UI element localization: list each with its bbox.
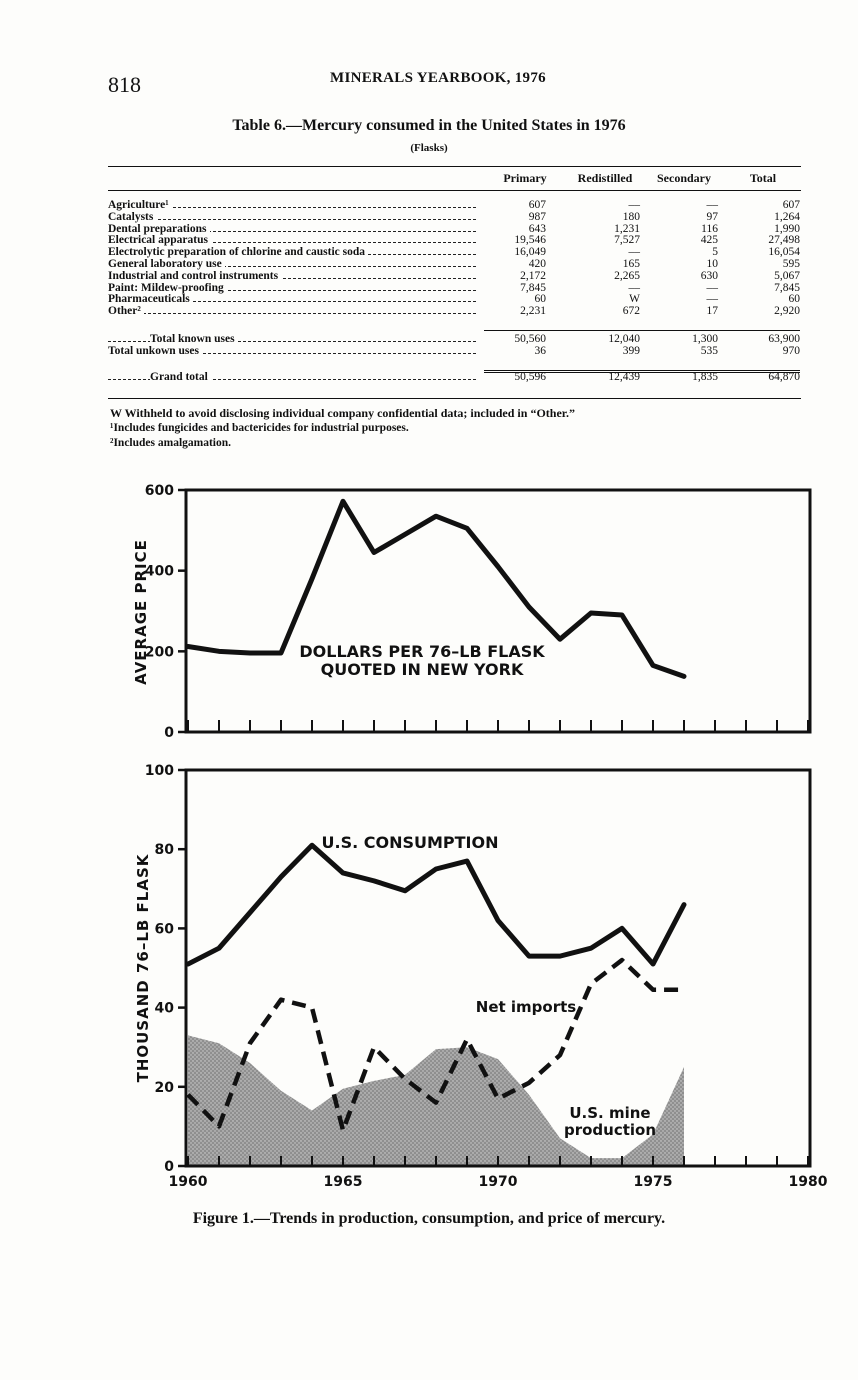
price-y-tick-label: 400 <box>144 563 174 580</box>
leader-dots <box>108 219 476 220</box>
cell-redistilled: 180 <box>622 210 640 223</box>
cell-primary: 643 <box>528 222 546 235</box>
row-label: Total unkown uses <box>108 346 202 357</box>
cell-primary: 19,546 <box>514 234 546 247</box>
price-y-tick-label: 600 <box>144 483 174 499</box>
cell-secondary: 5 <box>712 246 718 259</box>
cell-redistilled: –– <box>628 246 640 259</box>
page-number: 818 <box>108 72 141 97</box>
row-label: Total known uses <box>150 334 238 345</box>
price-y-tick-label: 0 <box>164 725 174 741</box>
cell-redistilled: 7,527 <box>614 234 640 247</box>
cell-primary: 420 <box>528 257 546 270</box>
cell-secondary: 97 <box>706 210 718 223</box>
cell-total: 63,900 <box>768 332 800 345</box>
price-annotation-line-2: QUOTED IN NEW YORK <box>320 660 524 679</box>
x-tick-label: 1980 <box>788 1174 828 1190</box>
footnote-1: ¹Includes fungicides and bactericides for industrial purposes. <box>110 422 409 434</box>
cell-redistilled: –– <box>628 281 640 294</box>
cell-secondary: 630 <box>700 269 718 282</box>
cell-primary: 50,596 <box>514 370 546 383</box>
x-tick-label: 1975 <box>633 1174 673 1190</box>
row-label: Catalysts <box>108 212 156 223</box>
table-unit: (Flasks) <box>410 142 448 154</box>
mine-production-label-line-1: U.S. mine <box>569 1104 651 1122</box>
x-tick-label: 1970 <box>478 1174 518 1190</box>
cell-primary: 16,049 <box>514 246 546 259</box>
running-head: MINERALS YEARBOOK, 1976 <box>330 70 546 86</box>
cell-redistilled: 165 <box>622 257 640 270</box>
cell-primary: 36 <box>534 344 546 357</box>
price-y-axis-label: AVERAGE PRICE <box>132 539 150 685</box>
cell-secondary: 1,300 <box>692 332 718 345</box>
cell-total: 595 <box>782 257 800 270</box>
row-label: Pharmaceuticals <box>108 294 193 305</box>
cell-redistilled: –– <box>628 199 640 211</box>
consumption-chart <box>134 763 828 1190</box>
row-label: Other² <box>108 306 144 317</box>
consumption-y-axis-label: THOUSAND 76–LB FLASK <box>134 853 152 1083</box>
cell-total: 1,990 <box>774 222 800 235</box>
row-label: Industrial and control instruments <box>108 271 281 282</box>
consumption-y-tick-label: 100 <box>144 763 174 779</box>
x-tick-label: 1960 <box>168 1174 208 1190</box>
figure-caption: Figure 1.—Trends in production, consumption, and price of mercury. <box>192 1210 666 1227</box>
price-plot-frame <box>186 490 810 732</box>
cell-secondary: 1,835 <box>692 370 718 383</box>
cell-secondary: –– <box>706 281 718 294</box>
column-header-total: Total <box>749 171 777 185</box>
cell-secondary: 425 <box>700 234 718 247</box>
cell-primary: 607 <box>528 199 546 211</box>
cell-total: 60 <box>788 293 800 306</box>
row-label: Paint: Mildew-proofing <box>108 283 227 294</box>
cell-secondary: 535 <box>700 344 718 357</box>
cell-redistilled: 12,040 <box>608 332 640 345</box>
cell-total: 7,845 <box>774 281 800 294</box>
cell-redistilled: 12,439 <box>608 370 640 383</box>
grand-total-rule <box>484 370 800 373</box>
consumption-y-tick-label: 80 <box>154 842 174 859</box>
leader-dots <box>108 313 476 314</box>
price-y-tick-label: 200 <box>144 644 174 661</box>
row-label: Electrical apparatus <box>108 235 211 246</box>
cell-primary: 50,560 <box>514 332 546 345</box>
cell-secondary: –– <box>706 199 718 211</box>
row-label: Dental preparations <box>108 224 210 235</box>
row-label: Agriculture¹ <box>108 200 172 211</box>
cell-total: 970 <box>782 344 800 357</box>
table-title: Table 6.—Mercury consumed in the United States in 1976 <box>232 117 626 134</box>
mine-production-label-line-2: production <box>563 1121 657 1139</box>
price-chart <box>132 483 810 741</box>
table-bottom-rule <box>108 398 801 399</box>
cell-primary: 2,231 <box>520 305 546 318</box>
cell-secondary: 10 <box>706 257 718 270</box>
cell-redistilled: 2,265 <box>614 269 640 282</box>
cell-primary: 2,172 <box>520 269 546 282</box>
x-tick-label: 1965 <box>323 1174 363 1190</box>
subtotal-rule <box>484 330 800 331</box>
column-header-redistilled: Redistilled <box>577 171 633 185</box>
column-header-primary: Primary <box>503 171 547 185</box>
footnote-w: W Withheld to avoid disclosing individual company confidential data; included in “Other.” <box>110 406 575 420</box>
net-imports-series-label: Net imports <box>475 998 577 1016</box>
cell-primary: 987 <box>528 210 546 223</box>
cell-total: 1,264 <box>774 210 800 223</box>
price-annotation-line-1: DOLLARS PER 76–LB FLASK <box>299 642 545 661</box>
consumption-y-tick-label: 0 <box>164 1159 174 1175</box>
cell-secondary: –– <box>706 293 718 306</box>
consumption-line <box>188 845 684 964</box>
cell-redistilled: W <box>629 293 640 306</box>
cell-total: 64,870 <box>768 370 800 383</box>
cell-primary: 60 <box>534 293 546 306</box>
column-header-secondary: Secondary <box>657 171 711 185</box>
consumption-y-tick-label: 20 <box>154 1079 174 1096</box>
cell-redistilled: 399 <box>622 344 640 357</box>
cell-primary: 7,845 <box>520 281 546 294</box>
cell-total: 27,498 <box>768 234 800 247</box>
cell-secondary: 17 <box>706 305 718 318</box>
consumption-y-tick-label: 60 <box>154 921 174 938</box>
mine-production-series-label <box>564 1104 656 1139</box>
cell-secondary: 116 <box>701 222 718 235</box>
cell-total: 5,067 <box>774 269 800 282</box>
row-label: General laboratory use <box>108 259 225 270</box>
footnote-2: ²Includes amalgamation. <box>110 437 232 449</box>
consumption-y-tick-label: 40 <box>154 1000 174 1017</box>
row-label: Grand total <box>150 372 211 383</box>
row-label: Electrolytic preparation of chlorine and caustic soda <box>108 247 368 258</box>
cell-total: 2,920 <box>774 305 800 318</box>
consumption-series-label: U.S. CONSUMPTION <box>321 833 499 852</box>
cell-redistilled: 672 <box>622 305 640 318</box>
cell-total: 607 <box>782 199 800 211</box>
cell-total: 16,054 <box>768 246 800 259</box>
cell-redistilled: 1,231 <box>614 222 640 235</box>
